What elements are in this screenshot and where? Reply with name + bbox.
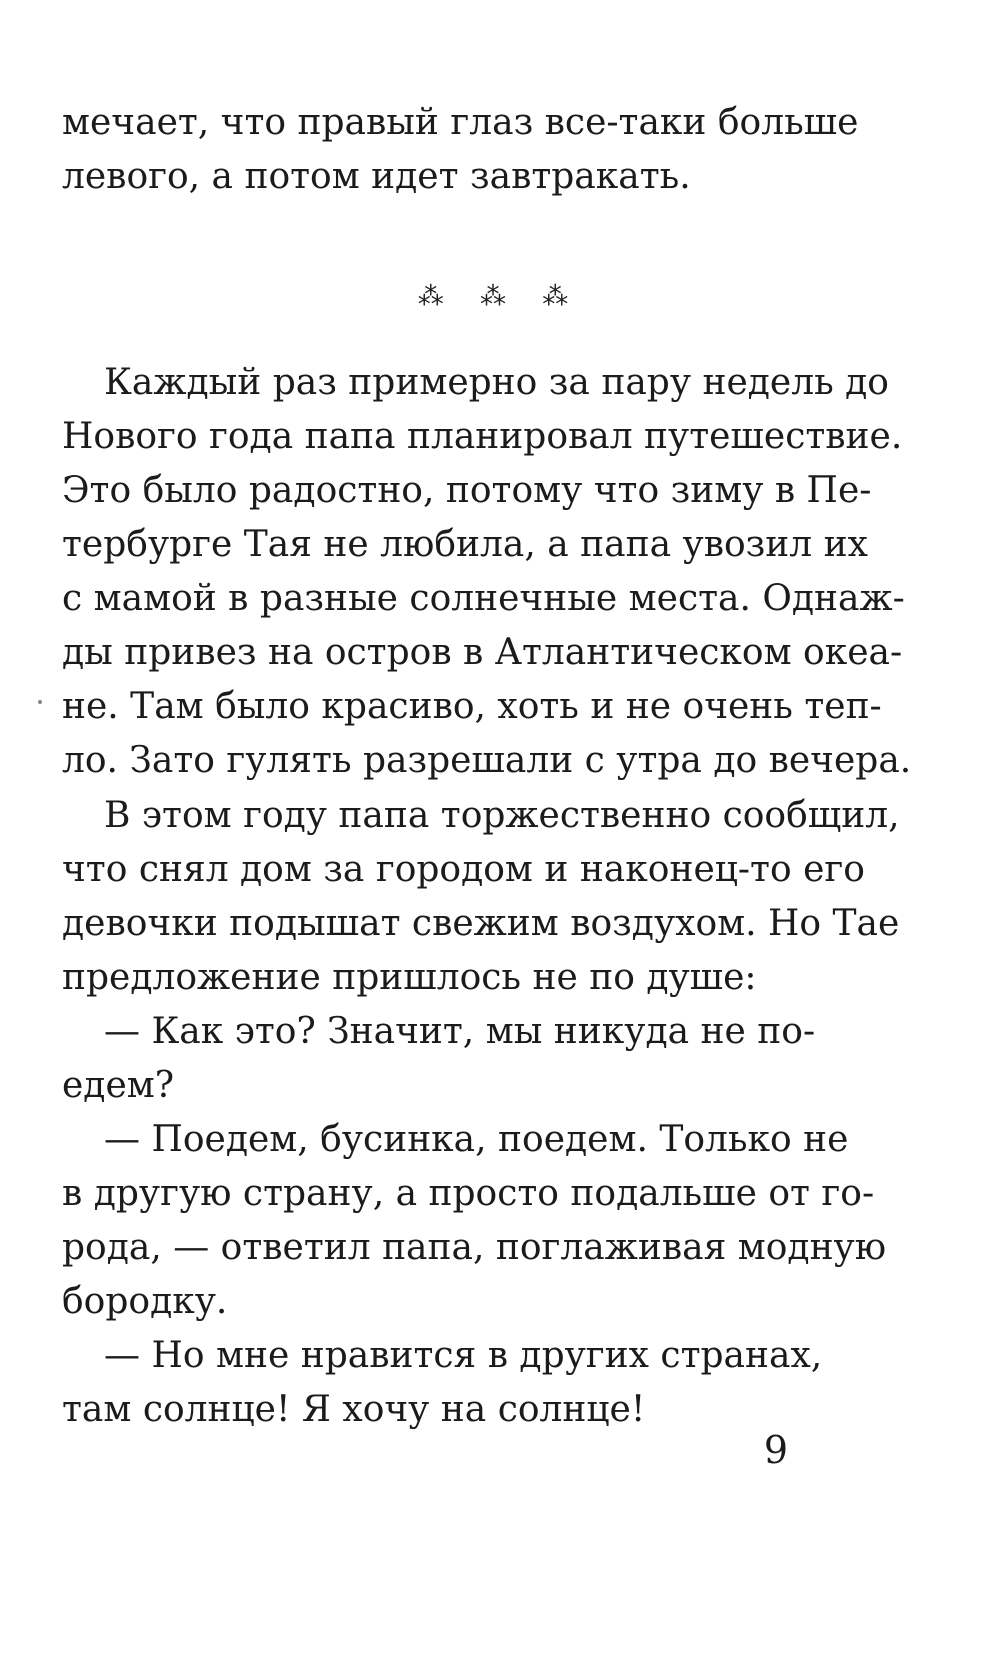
text-line: с мамой в разные солнечные места. Однаж-	[62, 578, 905, 619]
text-line: — Как это? Значит, мы никуда не по-	[104, 1011, 816, 1052]
text-line: едем?	[62, 1065, 175, 1106]
text-line: левого, а потом идет завтракать.	[62, 156, 691, 197]
text-line: — Но мне нравится в других странах,	[104, 1335, 823, 1376]
text-line: тербурге Тая не любила, а папа увозил их	[62, 524, 868, 565]
text-line: мечает, что правый глаз все-таки больше	[62, 102, 859, 143]
text-line: ды привез на остров в Атлантическом океа-	[62, 632, 903, 673]
text-line: Нового года папа планировал путешествие.	[62, 416, 903, 457]
text-line: рода, — ответил папа, поглаживая модную	[62, 1227, 887, 1268]
text-line: там солнце! Я хочу на солнце!	[62, 1389, 646, 1430]
text-line: предложение пришлось не по душе:	[62, 957, 757, 998]
text-line: — Поедем, бусинка, поедем. Только не	[104, 1119, 849, 1160]
text-line: девочки подышат свежим воздухом. Но Тае	[62, 903, 900, 944]
text-line: в другую страну, а просто подальше от го-	[62, 1173, 875, 1214]
section-divider: ⁂ ⁂ ⁂	[417, 282, 583, 312]
text-line: В этом году папа торжественно сообщил,	[104, 795, 900, 836]
text-line: ло. Зато гулять разрешали с утра до вечера.	[62, 740, 912, 781]
text-line: Каждый раз примерно за пару недель до	[104, 362, 889, 403]
text-line: не. Там было красиво, хоть и не очень теп-	[62, 686, 882, 727]
page-number: 9	[763, 1428, 788, 1472]
text-line: Это было радостно, потому что зиму в Пе-	[62, 470, 872, 511]
text-line: что снял дом за городом и наконец-то его	[62, 849, 865, 890]
text-line: бородку.	[62, 1281, 228, 1322]
scan-speck	[38, 700, 42, 704]
